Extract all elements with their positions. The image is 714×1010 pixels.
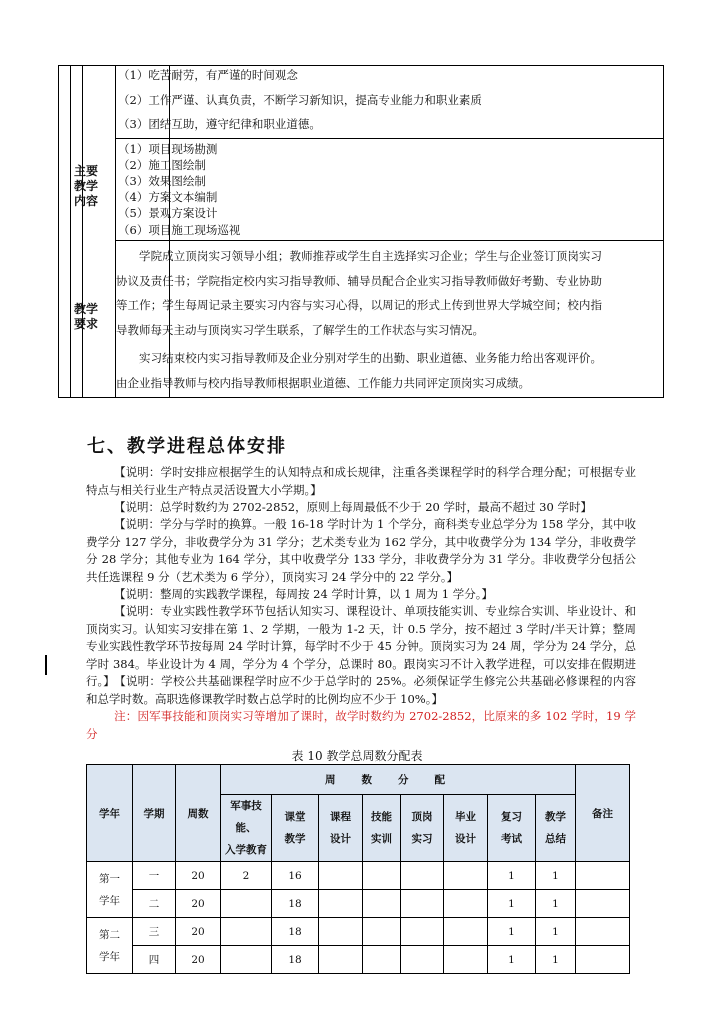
intern-cell (401, 918, 444, 946)
exam-cell: 1 (488, 862, 536, 890)
header-internship: 顶岗 实习 (401, 795, 444, 862)
remark-cell (576, 918, 630, 946)
content-item: （1）项目现场勘测 (118, 142, 218, 156)
header-year: 学年 (87, 765, 133, 862)
military-cell (221, 918, 272, 946)
exam-cell: 1 (488, 946, 536, 974)
requirement-label: 教学 要求 (73, 302, 98, 331)
skill-cell (363, 862, 401, 890)
text-cursor (45, 655, 47, 675)
grad-cell (444, 890, 488, 918)
header-course-design: 课程 设计 (319, 795, 363, 862)
semester-cell: 一 (133, 862, 176, 890)
summary-cell: 1 (536, 946, 576, 974)
skill-cell (363, 918, 401, 946)
header-skill-training: 技能 实训 (363, 795, 401, 862)
week-distribution-table (86, 764, 630, 974)
design-cell (319, 890, 363, 918)
design-cell (319, 862, 363, 890)
content-item: （5）景观方案设计 (118, 206, 218, 220)
military-cell (221, 890, 272, 918)
grad-cell (444, 946, 488, 974)
content-item: （6）项目施工现场巡视 (118, 223, 241, 237)
header-classroom-teaching: 课堂 教学 (272, 795, 319, 862)
table-divider (115, 240, 663, 241)
header-remark: 备注 (576, 765, 630, 862)
table-divider (115, 138, 663, 139)
class-cell: 18 (272, 946, 319, 974)
design-cell (319, 918, 363, 946)
table-row (87, 946, 630, 974)
design-cell (319, 946, 363, 974)
exam-cell: 1 (488, 890, 536, 918)
year-label: 第二 学年 (87, 918, 133, 974)
red-note: 注：因军事技能和顶岗实习等增加了课时，故学时数约为 2702-2852，比原来的多 102 学时，19 学分 (86, 709, 636, 741)
weeks-cell: 20 (176, 862, 221, 890)
header-review-exam: 复习 考试 (488, 795, 536, 862)
header-military-training: 军事技能、 入学教育 (221, 795, 272, 862)
table-row (87, 890, 630, 918)
table-divider (70, 66, 71, 397)
goal-item: （2）工作严谨、认真负责，不断学习新知识，提高专业能力和职业素质 (118, 93, 482, 107)
content-label: 主要 教学 内容 (73, 164, 98, 208)
content-item: （2）施工图绘制 (118, 158, 206, 172)
exam-cell: 1 (488, 918, 536, 946)
summary-cell: 1 (536, 862, 576, 890)
table-divider (82, 66, 83, 397)
table-caption: 表 10 教学总周数分配表 (291, 749, 423, 763)
note-paragraph: 【说明：专业实践性教学环节包括认知实习、课程设计、单项技能实训、专业综合实训、毕业设计、和顶岗实习。认知实习安排在第 1、2 学期，一般为 1-2 天，计 0.5 学分，按不超过 3 学时/半天计算；整周专业实践性教学环节按每周 24 学时计算，每学时不少于 45 分钟。顶岗实习为 24 周，学分为 24 学分，总学时 384。毕业设计为 4 周，学分为 4 个学分，总课时 80。跟岗实习不计入教学进程，可以安排在假期进行。】 (86, 604, 636, 688)
requirement-paragraph: 实习结束校内实习指导教师及企业分别对学生的出勤、职业道德、业务能力给出客观评价。由企业指导教师与校内指导教师根据职业道德、工作能力共同评定顶岗实习成绩。 (116, 351, 602, 390)
skill-cell (363, 890, 401, 918)
table-row (87, 862, 630, 890)
skill-cell (363, 946, 401, 974)
intern-cell (401, 862, 444, 890)
note-paragraph: 【说明：整周的实践教学课程，每周按 24 学时计算，以 1 周为 1 学分。】 (114, 587, 493, 601)
weeks-cell: 20 (176, 946, 221, 974)
section-title: 七、教学进程总体安排 (87, 436, 287, 457)
table-row (87, 918, 630, 946)
note-paragraph: 【说明：学分与学时的换算。一般 16-18 学时计为 1 个学分，商科类专业总学分为 158 学分，其中收费学分 127 学分，非收费学分为 31 学分；艺术类专业为 162 学分，其中收费学分为 134 学分，非收费学分 28 学分；其他专业为 164 学分，其中收费学分 133 学分，非收费学分为 31 学分。非收费学分包括公共任选课程 9 分（艺术类为 6 学分），顶岗实习 24 学分中的 22 学分。】 (86, 517, 636, 584)
weeks-cell: 20 (176, 890, 221, 918)
note-paragraph: 【说明：学时安排应根据学生的认知特点和成长规律，注重各类课程学时的科学合理分配；可根据专业特点与相关行业生产特点灵活设置大小学期。】 (86, 465, 636, 497)
year-label: 第一 学年 (87, 862, 133, 918)
semester-cell: 四 (133, 946, 176, 974)
semester-cell: 二 (133, 890, 176, 918)
grad-cell (444, 918, 488, 946)
summary-cell: 1 (536, 890, 576, 918)
header-teaching-summary: 教学 总结 (536, 795, 576, 862)
requirement-paragraph: 学院成立顶岗实习领导小组；教师推荐或学生自主选择实习企业；学生与企业签订顶岗实习协议及责任书；学院指定校内实习指导教师、辅导员配合企业实习指导教师做好考勤、专业协助等工作；学生每周记录主要实习内容与实习心得，以周记的形式上传到世界大学城空间；校内指导教师每天主动与顶岗实习学生联系，了解学生的工作状态与实习情况。 (116, 249, 602, 337)
intern-cell (401, 946, 444, 974)
semester-cell: 三 (133, 918, 176, 946)
goal-item: （3）团结互助，遵守纪律和职业道德。 (118, 117, 321, 131)
remark-cell (576, 862, 630, 890)
header-distribution: 周数分配 (221, 765, 576, 795)
class-cell: 18 (272, 890, 319, 918)
header-weeks: 周数 (176, 765, 221, 862)
content-item: （4）方案文本编制 (118, 190, 218, 204)
header-semester: 学期 (133, 765, 176, 862)
intern-cell (401, 890, 444, 918)
goal-item: （1）吃苦耐劳，有严谨的时间观念 (118, 68, 298, 82)
remark-cell (576, 946, 630, 974)
class-cell: 16 (272, 862, 319, 890)
military-cell (221, 946, 272, 974)
note-paragraph: 【说明：学校公共基础课程学时应不少于总学时的 25%。必须保证学生修完公共基础必修课程的内容和总学时数。高职选修课教学时数占总学时的比例均应不少于 10%。】 (86, 674, 636, 706)
weeks-cell: 20 (176, 918, 221, 946)
note-paragraph: 【说明：总学时数约为 2702-2852，原则上每周最低不少于 20 学时，最高不超过 30 学时】 (114, 500, 592, 514)
content-item: （3）效果图绘制 (118, 174, 206, 188)
class-cell: 18 (272, 918, 319, 946)
summary-cell: 1 (536, 918, 576, 946)
remark-cell (576, 890, 630, 918)
header-graduation-design: 毕业 设计 (444, 795, 488, 862)
military-cell: 2 (221, 862, 272, 890)
grad-cell (444, 862, 488, 890)
